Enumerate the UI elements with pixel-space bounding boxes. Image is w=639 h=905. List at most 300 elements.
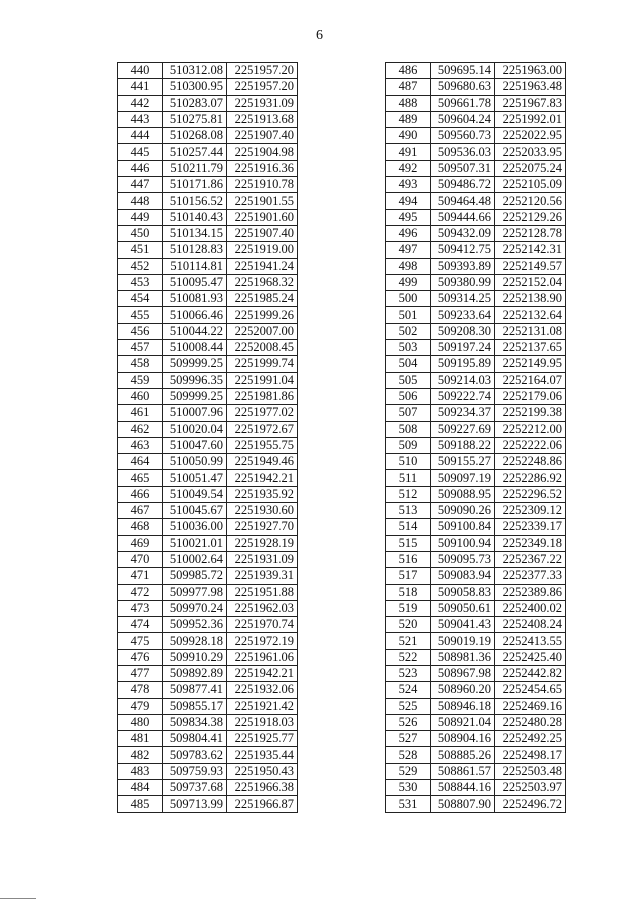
table-row bbox=[118, 209, 298, 225]
y-coordinate-cell: 2251901.55 bbox=[227, 193, 298, 209]
point-number-cell: 479 bbox=[118, 698, 163, 714]
x-coordinate-cell: 509314.25 bbox=[431, 291, 495, 307]
x-coordinate-cell: 510047.60 bbox=[163, 437, 227, 453]
x-coordinate-cell: 509233.64 bbox=[431, 307, 495, 323]
point-number-cell: 519 bbox=[386, 600, 431, 616]
y-coordinate-cell: 2251910.78 bbox=[227, 177, 298, 193]
x-coordinate-cell: 509393.89 bbox=[431, 258, 495, 274]
point-number-cell: 460 bbox=[118, 388, 163, 404]
table-row bbox=[118, 79, 298, 95]
y-coordinate-cell: 2251918.03 bbox=[227, 714, 298, 730]
y-coordinate-cell: 2252149.95 bbox=[495, 356, 566, 372]
x-coordinate-cell: 509432.09 bbox=[431, 225, 495, 241]
y-coordinate-cell: 2251966.87 bbox=[227, 796, 298, 812]
table-row bbox=[118, 242, 298, 258]
point-number-cell: 523 bbox=[386, 665, 431, 681]
x-coordinate-cell: 509083.94 bbox=[431, 568, 495, 584]
x-coordinate-cell: 509713.99 bbox=[163, 796, 227, 812]
table-row bbox=[386, 731, 566, 747]
y-coordinate-cell: 2252142.31 bbox=[495, 242, 566, 258]
point-number-cell: 462 bbox=[118, 421, 163, 437]
x-coordinate-cell: 509214.03 bbox=[431, 372, 495, 388]
x-coordinate-cell: 509661.78 bbox=[431, 95, 495, 111]
x-coordinate-cell: 509910.29 bbox=[163, 649, 227, 665]
point-number-cell: 505 bbox=[386, 372, 431, 388]
x-coordinate-cell: 509996.35 bbox=[163, 372, 227, 388]
x-coordinate-cell: 510312.08 bbox=[163, 63, 227, 79]
point-number-cell: 496 bbox=[386, 225, 431, 241]
x-coordinate-cell: 509737.68 bbox=[163, 780, 227, 796]
table-row bbox=[386, 470, 566, 486]
x-coordinate-cell: 510051.47 bbox=[163, 470, 227, 486]
y-coordinate-cell: 2252149.57 bbox=[495, 258, 566, 274]
point-number-cell: 516 bbox=[386, 551, 431, 567]
y-coordinate-cell: 2252400.02 bbox=[495, 600, 566, 616]
point-number-cell: 509 bbox=[386, 437, 431, 453]
table-row bbox=[386, 193, 566, 209]
table-row bbox=[118, 177, 298, 193]
y-coordinate-cell: 2251931.09 bbox=[227, 95, 298, 111]
table-row bbox=[386, 780, 566, 796]
x-coordinate-cell: 509097.19 bbox=[431, 470, 495, 486]
y-coordinate-cell: 2252212.00 bbox=[495, 421, 566, 437]
y-coordinate-cell: 2252128.78 bbox=[495, 225, 566, 241]
x-coordinate-cell: 509058.83 bbox=[431, 584, 495, 600]
table-row bbox=[386, 307, 566, 323]
x-coordinate-cell: 509088.95 bbox=[431, 486, 495, 502]
x-coordinate-cell: 509999.25 bbox=[163, 356, 227, 372]
x-coordinate-cell: 510081.93 bbox=[163, 291, 227, 307]
y-coordinate-cell: 2252152.04 bbox=[495, 274, 566, 290]
table-row bbox=[118, 633, 298, 649]
point-number-cell: 514 bbox=[386, 519, 431, 535]
y-coordinate-cell: 2252377.33 bbox=[495, 568, 566, 584]
x-coordinate-cell: 509999.25 bbox=[163, 388, 227, 404]
y-coordinate-cell: 2251999.74 bbox=[227, 356, 298, 372]
point-number-cell: 442 bbox=[118, 95, 163, 111]
x-coordinate-cell: 509380.99 bbox=[431, 274, 495, 290]
point-number-cell: 507 bbox=[386, 405, 431, 421]
x-coordinate-cell: 509783.62 bbox=[163, 747, 227, 763]
table-row bbox=[118, 584, 298, 600]
table-row bbox=[118, 274, 298, 290]
y-coordinate-cell: 2252164.07 bbox=[495, 372, 566, 388]
table-row bbox=[386, 291, 566, 307]
point-number-cell: 466 bbox=[118, 486, 163, 502]
point-number-cell: 476 bbox=[118, 649, 163, 665]
x-coordinate-cell: 509604.24 bbox=[431, 111, 495, 127]
y-coordinate-cell: 2251972.19 bbox=[227, 633, 298, 649]
x-coordinate-cell: 508844.16 bbox=[431, 780, 495, 796]
y-coordinate-cell: 2251930.60 bbox=[227, 503, 298, 519]
x-coordinate-cell: 509834.38 bbox=[163, 714, 227, 730]
coordinates-table-left-body bbox=[118, 63, 298, 813]
y-coordinate-cell: 2252022.95 bbox=[495, 128, 566, 144]
table-row bbox=[118, 405, 298, 421]
x-coordinate-cell: 510171.86 bbox=[163, 177, 227, 193]
point-number-cell: 515 bbox=[386, 535, 431, 551]
y-coordinate-cell: 2252075.24 bbox=[495, 160, 566, 176]
table-row bbox=[118, 551, 298, 567]
x-coordinate-cell: 509050.61 bbox=[431, 600, 495, 616]
x-coordinate-cell: 508967.98 bbox=[431, 665, 495, 681]
point-number-cell: 499 bbox=[386, 274, 431, 290]
table-row bbox=[118, 568, 298, 584]
table-row bbox=[118, 258, 298, 274]
table-row bbox=[118, 747, 298, 763]
table-row bbox=[386, 274, 566, 290]
point-number-cell: 531 bbox=[386, 796, 431, 812]
table-row bbox=[118, 160, 298, 176]
table-row bbox=[386, 388, 566, 404]
table-row bbox=[118, 323, 298, 339]
y-coordinate-cell: 2252413.55 bbox=[495, 633, 566, 649]
point-number-cell: 471 bbox=[118, 568, 163, 584]
y-coordinate-cell: 2251942.21 bbox=[227, 470, 298, 486]
point-number-cell: 524 bbox=[386, 682, 431, 698]
point-number-cell: 508 bbox=[386, 421, 431, 437]
table-row bbox=[386, 698, 566, 714]
x-coordinate-cell: 510134.15 bbox=[163, 225, 227, 241]
table-row bbox=[386, 519, 566, 535]
y-coordinate-cell: 2251985.24 bbox=[227, 291, 298, 307]
table-row bbox=[386, 486, 566, 502]
y-coordinate-cell: 2252498.17 bbox=[495, 747, 566, 763]
y-coordinate-cell: 2252131.08 bbox=[495, 323, 566, 339]
y-coordinate-cell: 2251981.86 bbox=[227, 388, 298, 404]
x-coordinate-cell: 509855.17 bbox=[163, 698, 227, 714]
point-number-cell: 458 bbox=[118, 356, 163, 372]
point-number-cell: 500 bbox=[386, 291, 431, 307]
table-row bbox=[118, 665, 298, 681]
y-coordinate-cell: 2252008.45 bbox=[227, 340, 298, 356]
point-number-cell: 498 bbox=[386, 258, 431, 274]
y-coordinate-cell: 2251932.06 bbox=[227, 682, 298, 698]
table-row bbox=[386, 649, 566, 665]
table-row bbox=[118, 682, 298, 698]
y-coordinate-cell: 2251935.92 bbox=[227, 486, 298, 502]
point-number-cell: 487 bbox=[386, 79, 431, 95]
point-number-cell: 522 bbox=[386, 649, 431, 665]
y-coordinate-cell: 2251927.70 bbox=[227, 519, 298, 535]
x-coordinate-cell: 509195.89 bbox=[431, 356, 495, 372]
x-coordinate-cell: 509804.41 bbox=[163, 731, 227, 747]
point-number-cell: 490 bbox=[386, 128, 431, 144]
point-number-cell: 528 bbox=[386, 747, 431, 763]
x-coordinate-cell: 508960.20 bbox=[431, 682, 495, 698]
x-coordinate-cell: 509412.75 bbox=[431, 242, 495, 258]
x-coordinate-cell: 508981.36 bbox=[431, 649, 495, 665]
table-row bbox=[386, 633, 566, 649]
point-number-cell: 494 bbox=[386, 193, 431, 209]
table-row bbox=[386, 242, 566, 258]
x-coordinate-cell: 509486.72 bbox=[431, 177, 495, 193]
x-coordinate-cell: 509090.26 bbox=[431, 503, 495, 519]
point-number-cell: 530 bbox=[386, 780, 431, 796]
x-coordinate-cell: 508921.04 bbox=[431, 714, 495, 730]
x-coordinate-cell: 510002.64 bbox=[163, 551, 227, 567]
point-number-cell: 491 bbox=[386, 144, 431, 160]
point-number-cell: 477 bbox=[118, 665, 163, 681]
table-row bbox=[386, 714, 566, 730]
table-row bbox=[386, 665, 566, 681]
table-row bbox=[386, 356, 566, 372]
x-coordinate-cell: 509041.43 bbox=[431, 617, 495, 633]
y-coordinate-cell: 2251949.46 bbox=[227, 454, 298, 470]
point-number-cell: 446 bbox=[118, 160, 163, 176]
point-number-cell: 444 bbox=[118, 128, 163, 144]
x-coordinate-cell: 510008.44 bbox=[163, 340, 227, 356]
table-row bbox=[118, 388, 298, 404]
table-row bbox=[386, 551, 566, 567]
y-coordinate-cell: 2252033.95 bbox=[495, 144, 566, 160]
x-coordinate-cell: 510268.08 bbox=[163, 128, 227, 144]
table-row bbox=[386, 128, 566, 144]
point-number-cell: 454 bbox=[118, 291, 163, 307]
coordinates-table-right-body bbox=[386, 63, 566, 813]
y-coordinate-cell: 2251963.48 bbox=[495, 79, 566, 95]
point-number-cell: 448 bbox=[118, 193, 163, 209]
x-coordinate-cell: 509464.48 bbox=[431, 193, 495, 209]
point-number-cell: 526 bbox=[386, 714, 431, 730]
coordinates-table-left bbox=[117, 62, 298, 813]
y-coordinate-cell: 2252137.65 bbox=[495, 340, 566, 356]
point-number-cell: 464 bbox=[118, 454, 163, 470]
table-row bbox=[118, 307, 298, 323]
y-coordinate-cell: 2252480.28 bbox=[495, 714, 566, 730]
point-number-cell: 478 bbox=[118, 682, 163, 698]
point-number-cell: 451 bbox=[118, 242, 163, 258]
point-number-cell: 470 bbox=[118, 551, 163, 567]
y-coordinate-cell: 2251939.31 bbox=[227, 568, 298, 584]
y-coordinate-cell: 2252454.65 bbox=[495, 682, 566, 698]
y-coordinate-cell: 2252129.26 bbox=[495, 209, 566, 225]
x-coordinate-cell: 509444.66 bbox=[431, 209, 495, 225]
point-number-cell: 512 bbox=[386, 486, 431, 502]
y-coordinate-cell: 2251999.26 bbox=[227, 307, 298, 323]
point-number-cell: 480 bbox=[118, 714, 163, 730]
y-coordinate-cell: 2251966.38 bbox=[227, 780, 298, 796]
y-coordinate-cell: 2251957.20 bbox=[227, 79, 298, 95]
y-coordinate-cell: 2252179.06 bbox=[495, 388, 566, 404]
x-coordinate-cell: 510007.96 bbox=[163, 405, 227, 421]
x-coordinate-cell: 510211.79 bbox=[163, 160, 227, 176]
x-coordinate-cell: 509222.74 bbox=[431, 388, 495, 404]
x-coordinate-cell: 509952.36 bbox=[163, 617, 227, 633]
table-row bbox=[118, 193, 298, 209]
point-number-cell: 463 bbox=[118, 437, 163, 453]
y-coordinate-cell: 2251913.68 bbox=[227, 111, 298, 127]
x-coordinate-cell: 509985.72 bbox=[163, 568, 227, 584]
y-coordinate-cell: 2251967.83 bbox=[495, 95, 566, 111]
x-coordinate-cell: 510044.22 bbox=[163, 323, 227, 339]
y-coordinate-cell: 2252425.40 bbox=[495, 649, 566, 665]
point-number-cell: 492 bbox=[386, 160, 431, 176]
y-coordinate-cell: 2252339.17 bbox=[495, 519, 566, 535]
table-row bbox=[386, 63, 566, 79]
point-number-cell: 447 bbox=[118, 177, 163, 193]
table-row bbox=[118, 731, 298, 747]
point-number-cell: 521 bbox=[386, 633, 431, 649]
y-coordinate-cell: 2251941.24 bbox=[227, 258, 298, 274]
table-row bbox=[118, 519, 298, 535]
point-number-cell: 504 bbox=[386, 356, 431, 372]
y-coordinate-cell: 2252199.38 bbox=[495, 405, 566, 421]
table-row bbox=[118, 372, 298, 388]
point-number-cell: 486 bbox=[386, 63, 431, 79]
table-row bbox=[118, 225, 298, 241]
table-row bbox=[118, 649, 298, 665]
point-number-cell: 467 bbox=[118, 503, 163, 519]
y-coordinate-cell: 2252007.00 bbox=[227, 323, 298, 339]
point-number-cell: 502 bbox=[386, 323, 431, 339]
point-number-cell: 525 bbox=[386, 698, 431, 714]
x-coordinate-cell: 509892.89 bbox=[163, 665, 227, 681]
table-row bbox=[118, 763, 298, 779]
y-coordinate-cell: 2251961.06 bbox=[227, 649, 298, 665]
x-coordinate-cell: 509188.22 bbox=[431, 437, 495, 453]
point-number-cell: 443 bbox=[118, 111, 163, 127]
y-coordinate-cell: 2251962.03 bbox=[227, 600, 298, 616]
y-coordinate-cell: 2252503.97 bbox=[495, 780, 566, 796]
y-coordinate-cell: 2252132.64 bbox=[495, 307, 566, 323]
x-coordinate-cell: 509208.30 bbox=[431, 323, 495, 339]
x-coordinate-cell: 508861.57 bbox=[431, 763, 495, 779]
x-coordinate-cell: 509095.73 bbox=[431, 551, 495, 567]
x-coordinate-cell: 510045.67 bbox=[163, 503, 227, 519]
table-row bbox=[386, 372, 566, 388]
y-coordinate-cell: 2251901.60 bbox=[227, 209, 298, 225]
table-row bbox=[118, 796, 298, 812]
point-number-cell: 513 bbox=[386, 503, 431, 519]
table-row bbox=[386, 454, 566, 470]
y-coordinate-cell: 2252367.22 bbox=[495, 551, 566, 567]
table-row bbox=[386, 682, 566, 698]
x-coordinate-cell: 509234.37 bbox=[431, 405, 495, 421]
table-row bbox=[386, 796, 566, 812]
x-coordinate-cell: 509507.31 bbox=[431, 160, 495, 176]
table-row bbox=[118, 503, 298, 519]
point-number-cell: 529 bbox=[386, 763, 431, 779]
table-row bbox=[118, 291, 298, 307]
table-row bbox=[386, 421, 566, 437]
x-coordinate-cell: 510156.52 bbox=[163, 193, 227, 209]
table-row bbox=[118, 340, 298, 356]
table-row bbox=[386, 405, 566, 421]
page-number: 6 bbox=[316, 28, 323, 43]
y-coordinate-cell: 2251907.40 bbox=[227, 225, 298, 241]
x-coordinate-cell: 509560.73 bbox=[431, 128, 495, 144]
x-coordinate-cell: 510066.46 bbox=[163, 307, 227, 323]
table-row bbox=[118, 144, 298, 160]
y-coordinate-cell: 2251935.44 bbox=[227, 747, 298, 763]
point-number-cell: 475 bbox=[118, 633, 163, 649]
point-number-cell: 445 bbox=[118, 144, 163, 160]
x-coordinate-cell: 509877.41 bbox=[163, 682, 227, 698]
table-row bbox=[386, 209, 566, 225]
y-coordinate-cell: 2251991.04 bbox=[227, 372, 298, 388]
x-coordinate-cell: 510257.44 bbox=[163, 144, 227, 160]
table-row bbox=[118, 714, 298, 730]
table-row bbox=[118, 356, 298, 372]
x-coordinate-cell: 510036.00 bbox=[163, 519, 227, 535]
table-row bbox=[118, 454, 298, 470]
x-coordinate-cell: 509100.84 bbox=[431, 519, 495, 535]
point-number-cell: 484 bbox=[118, 780, 163, 796]
x-coordinate-cell: 510021.01 bbox=[163, 535, 227, 551]
coordinates-table-right bbox=[385, 62, 566, 813]
table-row bbox=[118, 437, 298, 453]
point-number-cell: 474 bbox=[118, 617, 163, 633]
x-coordinate-cell: 509019.19 bbox=[431, 633, 495, 649]
y-coordinate-cell: 2252286.92 bbox=[495, 470, 566, 486]
point-number-cell: 472 bbox=[118, 584, 163, 600]
point-number-cell: 473 bbox=[118, 600, 163, 616]
y-coordinate-cell: 2251957.20 bbox=[227, 63, 298, 79]
y-coordinate-cell: 2252222.06 bbox=[495, 437, 566, 453]
table-row bbox=[118, 470, 298, 486]
point-number-cell: 506 bbox=[386, 388, 431, 404]
point-number-cell: 452 bbox=[118, 258, 163, 274]
y-coordinate-cell: 2251955.75 bbox=[227, 437, 298, 453]
point-number-cell: 503 bbox=[386, 340, 431, 356]
table-row bbox=[118, 617, 298, 633]
y-coordinate-cell: 2251977.02 bbox=[227, 405, 298, 421]
table-row bbox=[386, 535, 566, 551]
point-number-cell: 518 bbox=[386, 584, 431, 600]
y-coordinate-cell: 2251919.00 bbox=[227, 242, 298, 258]
point-number-cell: 497 bbox=[386, 242, 431, 258]
y-coordinate-cell: 2252296.52 bbox=[495, 486, 566, 502]
point-number-cell: 517 bbox=[386, 568, 431, 584]
table-row bbox=[118, 421, 298, 437]
table-row bbox=[386, 568, 566, 584]
x-coordinate-cell: 508946.18 bbox=[431, 698, 495, 714]
table-row bbox=[386, 177, 566, 193]
table-row bbox=[118, 111, 298, 127]
point-number-cell: 520 bbox=[386, 617, 431, 633]
x-coordinate-cell: 509928.18 bbox=[163, 633, 227, 649]
point-number-cell: 485 bbox=[118, 796, 163, 812]
x-coordinate-cell: 509197.24 bbox=[431, 340, 495, 356]
y-coordinate-cell: 2251950.43 bbox=[227, 763, 298, 779]
y-coordinate-cell: 2252389.86 bbox=[495, 584, 566, 600]
table-row bbox=[118, 95, 298, 111]
y-coordinate-cell: 2252349.18 bbox=[495, 535, 566, 551]
point-number-cell: 468 bbox=[118, 519, 163, 535]
point-number-cell: 455 bbox=[118, 307, 163, 323]
table-row bbox=[386, 111, 566, 127]
point-number-cell: 449 bbox=[118, 209, 163, 225]
y-coordinate-cell: 2251942.21 bbox=[227, 665, 298, 681]
x-coordinate-cell: 510283.07 bbox=[163, 95, 227, 111]
x-coordinate-cell: 510140.43 bbox=[163, 209, 227, 225]
x-coordinate-cell: 510128.83 bbox=[163, 242, 227, 258]
x-coordinate-cell: 509227.69 bbox=[431, 421, 495, 437]
table-row bbox=[386, 763, 566, 779]
x-coordinate-cell: 510300.95 bbox=[163, 79, 227, 95]
table-row bbox=[386, 225, 566, 241]
x-coordinate-cell: 510050.99 bbox=[163, 454, 227, 470]
point-number-cell: 495 bbox=[386, 209, 431, 225]
point-number-cell: 482 bbox=[118, 747, 163, 763]
point-number-cell: 489 bbox=[386, 111, 431, 127]
y-coordinate-cell: 2251992.01 bbox=[495, 111, 566, 127]
table-row bbox=[386, 584, 566, 600]
y-coordinate-cell: 2252309.12 bbox=[495, 503, 566, 519]
table-row bbox=[386, 323, 566, 339]
table-row bbox=[386, 95, 566, 111]
